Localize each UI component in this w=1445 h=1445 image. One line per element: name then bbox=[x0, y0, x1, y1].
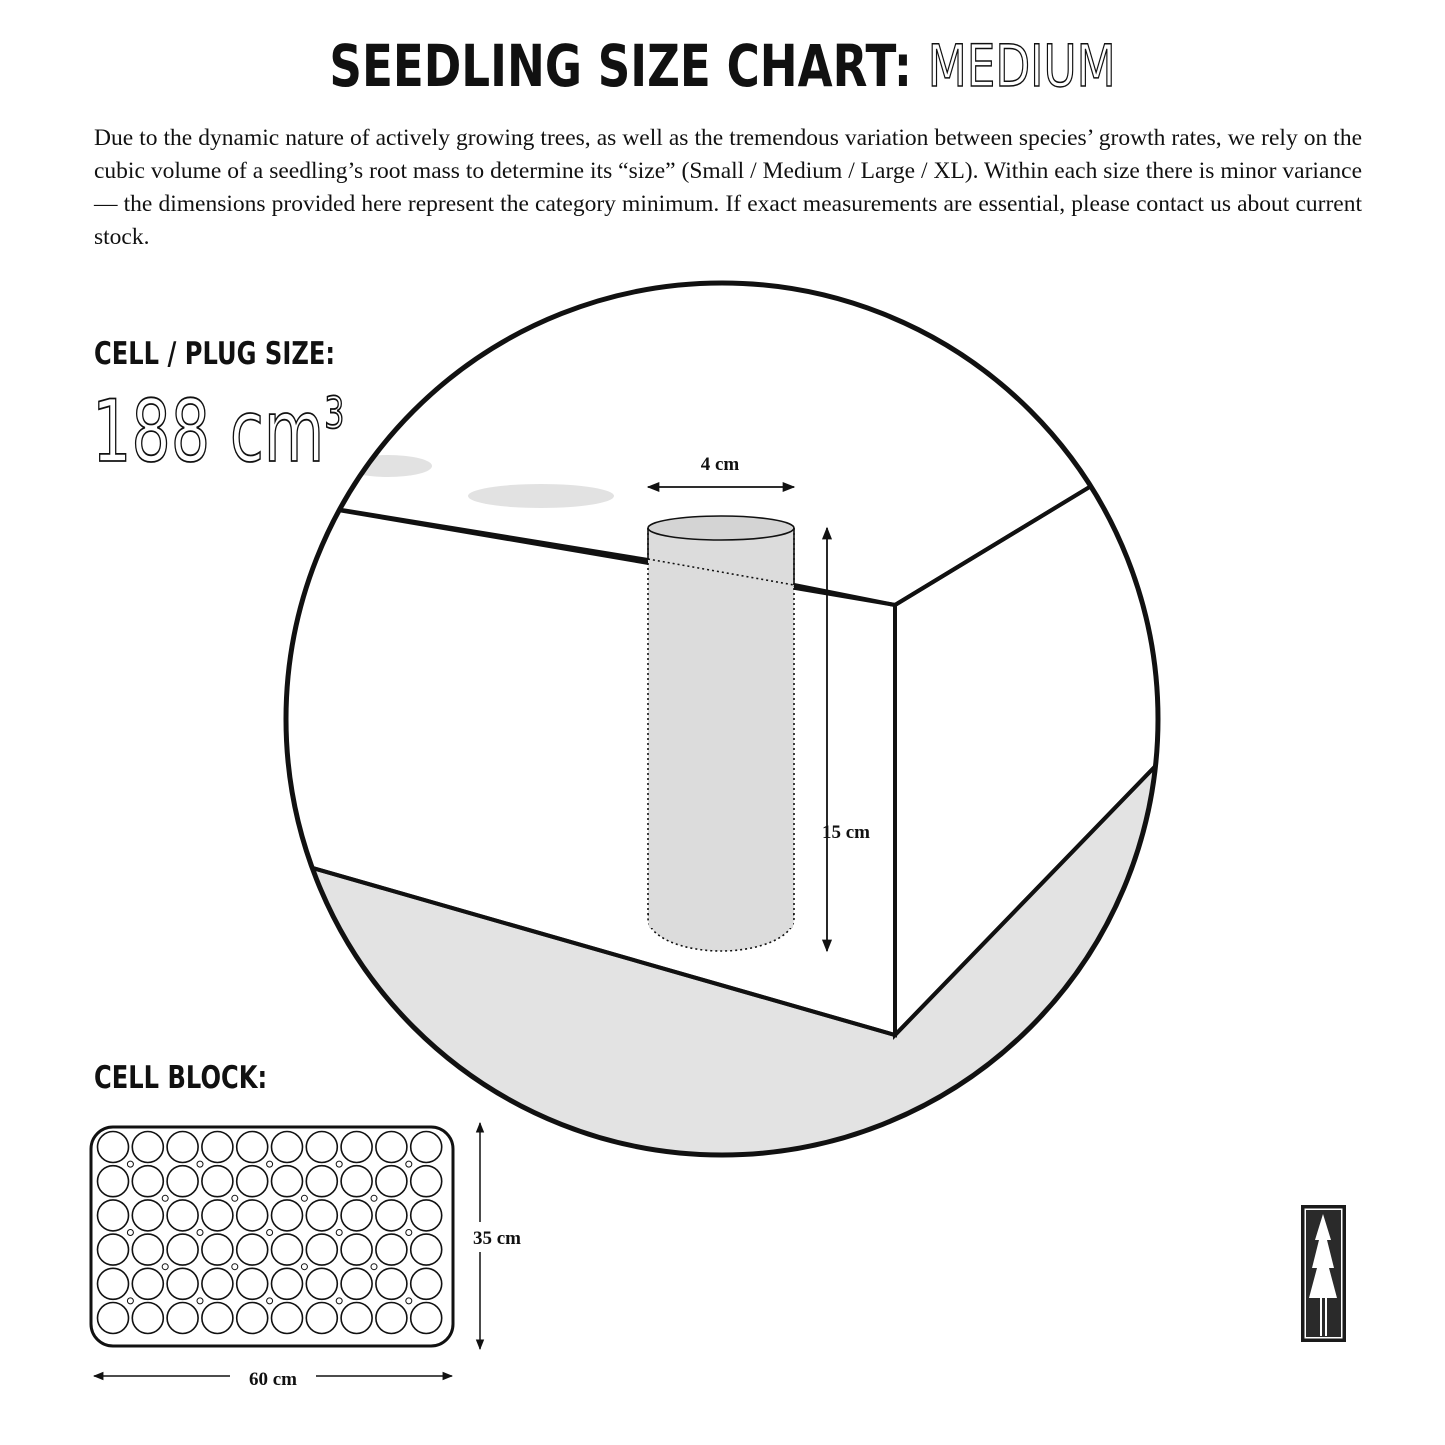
cell bbox=[202, 1166, 233, 1197]
drain-hole bbox=[406, 1230, 412, 1236]
cell bbox=[98, 1303, 129, 1334]
cell bbox=[272, 1166, 303, 1197]
cell bbox=[98, 1234, 129, 1265]
cell bbox=[167, 1234, 198, 1265]
cell bbox=[341, 1166, 372, 1197]
tree-logo-icon bbox=[1301, 1205, 1346, 1342]
drain-hole bbox=[127, 1230, 133, 1236]
plug-volume-exponent: 3 bbox=[324, 388, 345, 439]
cell bbox=[202, 1132, 233, 1163]
cell bbox=[376, 1132, 407, 1163]
cell bbox=[132, 1132, 163, 1163]
drain-hole bbox=[162, 1264, 168, 1270]
cell bbox=[376, 1234, 407, 1265]
drain-hole bbox=[267, 1298, 273, 1304]
drain-hole bbox=[371, 1264, 377, 1270]
drain-hole bbox=[197, 1161, 203, 1167]
cell bbox=[341, 1132, 372, 1163]
block-height-label: 35 cm bbox=[472, 1228, 522, 1249]
drain-hole bbox=[162, 1195, 168, 1201]
cell bbox=[202, 1234, 233, 1265]
cell bbox=[272, 1132, 303, 1163]
cell bbox=[306, 1132, 337, 1163]
cell bbox=[341, 1200, 372, 1231]
title-size: MEDIUM bbox=[927, 32, 1116, 100]
cell bbox=[306, 1303, 337, 1334]
title-main: SEEDLING SIZE CHART: bbox=[329, 32, 912, 100]
cell bbox=[411, 1234, 442, 1265]
cell bbox=[237, 1132, 268, 1163]
cell bbox=[376, 1303, 407, 1334]
cell bbox=[411, 1303, 442, 1334]
cell bbox=[237, 1166, 268, 1197]
cell bbox=[272, 1200, 303, 1231]
cell bbox=[411, 1166, 442, 1197]
cell bbox=[306, 1166, 337, 1197]
cell bbox=[202, 1268, 233, 1299]
drain-hole bbox=[301, 1264, 307, 1270]
cell bbox=[306, 1234, 337, 1265]
cell bbox=[237, 1268, 268, 1299]
drain-hole bbox=[406, 1298, 412, 1304]
plug-depth-label: 15 cm bbox=[821, 822, 871, 843]
cell bbox=[272, 1234, 303, 1265]
cell bbox=[376, 1200, 407, 1231]
cell bbox=[132, 1268, 163, 1299]
drain-hole bbox=[232, 1264, 238, 1270]
cell bbox=[98, 1132, 129, 1163]
cell-block-label: CELL BLOCK: bbox=[94, 1060, 268, 1096]
cell bbox=[132, 1303, 163, 1334]
plug-volume-value: 188 cm bbox=[92, 382, 325, 482]
cell bbox=[411, 1200, 442, 1231]
drain-hole bbox=[336, 1298, 342, 1304]
cell bbox=[167, 1166, 198, 1197]
drain-hole bbox=[267, 1161, 273, 1167]
cell bbox=[411, 1132, 442, 1163]
cell bbox=[341, 1234, 372, 1265]
cell bbox=[272, 1303, 303, 1334]
cell bbox=[237, 1200, 268, 1231]
cell bbox=[132, 1166, 163, 1197]
cell bbox=[341, 1268, 372, 1299]
plug-width-label: 4 cm bbox=[700, 454, 740, 475]
drain-hole bbox=[267, 1230, 273, 1236]
drain-hole bbox=[127, 1161, 133, 1167]
drain-hole bbox=[197, 1298, 203, 1304]
cell bbox=[237, 1303, 268, 1334]
drain-hole bbox=[232, 1195, 238, 1201]
cell bbox=[411, 1268, 442, 1299]
drain-hole bbox=[336, 1230, 342, 1236]
cell bbox=[376, 1268, 407, 1299]
drain-hole bbox=[406, 1161, 412, 1167]
drain-hole bbox=[371, 1195, 377, 1201]
drain-hole bbox=[127, 1298, 133, 1304]
cell bbox=[272, 1268, 303, 1299]
cell bbox=[98, 1268, 129, 1299]
intro-text: Due to the dynamic nature of actively growing trees, as well as the tremendous variation between species’ growth rates, we rely on the cubic volume of a seedling’s root mass to determine its “size” (Small / Medium / Large / XL). Within each size there is minor variance — the dimensions provided here represent the category minimum. If exact measurements are essential, please contact us about current stock. bbox=[94, 125, 1362, 250]
drain-hole bbox=[197, 1230, 203, 1236]
cell bbox=[306, 1200, 337, 1231]
cell bbox=[167, 1200, 198, 1231]
cell bbox=[167, 1268, 198, 1299]
cell bbox=[98, 1200, 129, 1231]
drain-hole bbox=[336, 1161, 342, 1167]
cell bbox=[202, 1303, 233, 1334]
cell bbox=[98, 1166, 129, 1197]
cell bbox=[167, 1132, 198, 1163]
cell bbox=[132, 1234, 163, 1265]
block-width-label: 60 cm bbox=[248, 1369, 298, 1390]
cell bbox=[306, 1268, 337, 1299]
cell bbox=[202, 1200, 233, 1231]
plug-size-label: CELL / PLUG SIZE: bbox=[94, 336, 336, 372]
cell bbox=[237, 1234, 268, 1265]
cell bbox=[341, 1303, 372, 1334]
cell bbox=[167, 1303, 198, 1334]
drain-hole bbox=[301, 1195, 307, 1201]
cell bbox=[376, 1166, 407, 1197]
cell bbox=[132, 1200, 163, 1231]
